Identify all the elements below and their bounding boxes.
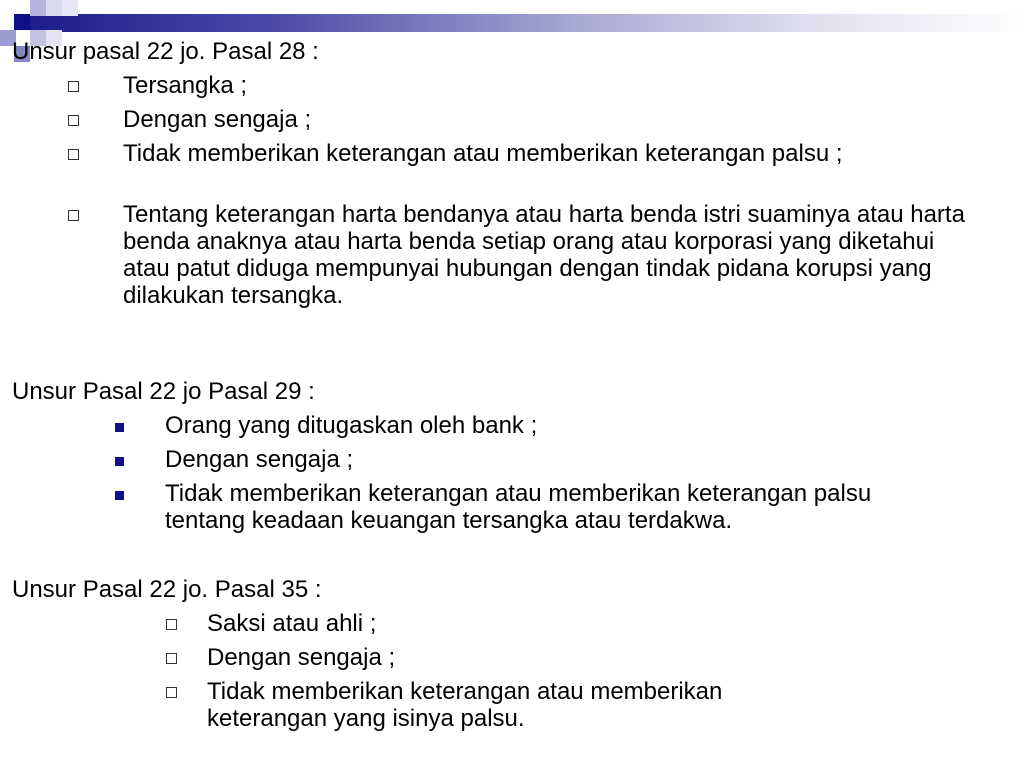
hollow-square-bullet-icon <box>166 687 177 698</box>
hollow-square-bullet-icon <box>68 81 79 92</box>
section-heading-pasal-28: Unsur pasal 22 jo. Pasal 28 : <box>12 38 319 65</box>
hollow-square-bullet-icon <box>68 210 79 221</box>
list-item-text: Tidak memberikan keterangan atau memberikan keterangan palsu ; <box>123 140 843 167</box>
list-item-text: Tidak memberikan keterangan atau memberikan keterangan palsu tentang keadaan keuangan tersangka atau terdakwa. <box>165 480 872 534</box>
hollow-square-bullet-icon <box>68 149 79 160</box>
deco-square-accent <box>14 14 30 30</box>
list-item-text: Saksi atau ahli ; <box>207 610 377 637</box>
deco-square <box>46 0 62 16</box>
hollow-square-bullet-icon <box>68 115 79 126</box>
section-heading-pasal-29: Unsur Pasal 22 jo Pasal 29 : <box>12 378 315 405</box>
list-item-text: Dengan sengaja ; <box>207 644 396 671</box>
filled-square-bullet-icon <box>115 423 124 432</box>
hollow-square-bullet-icon <box>166 653 177 664</box>
header-gradient-bar <box>30 14 1024 32</box>
list-item-text: Tersangka ; <box>123 72 248 99</box>
deco-square <box>30 0 46 16</box>
list-item-text: Tidak memberikan keterangan atau memberikan keterangan yang isinya palsu. <box>207 678 723 732</box>
list-item-text: Tentang keterangan harta bendanya atau harta benda istri suaminya atau harta benda anaknya atau harta benda setiap orang atau korporasi yang diketahui atau patut diduga mempunyai hubungan dengan tindak pidana korupsi yang dilakukan tersangka. <box>123 201 965 309</box>
list-item-text: Orang yang ditugaskan oleh bank ; <box>165 412 538 439</box>
deco-square <box>62 0 78 16</box>
section-heading-pasal-35: Unsur Pasal 22 jo. Pasal 35 : <box>12 576 322 603</box>
filled-square-bullet-icon <box>115 457 124 466</box>
list-item-text: Dengan sengaja ; <box>123 106 312 133</box>
filled-square-bullet-icon <box>115 491 124 500</box>
list-item-text: Dengan sengaja ; <box>165 446 354 473</box>
hollow-square-bullet-icon <box>166 619 177 630</box>
